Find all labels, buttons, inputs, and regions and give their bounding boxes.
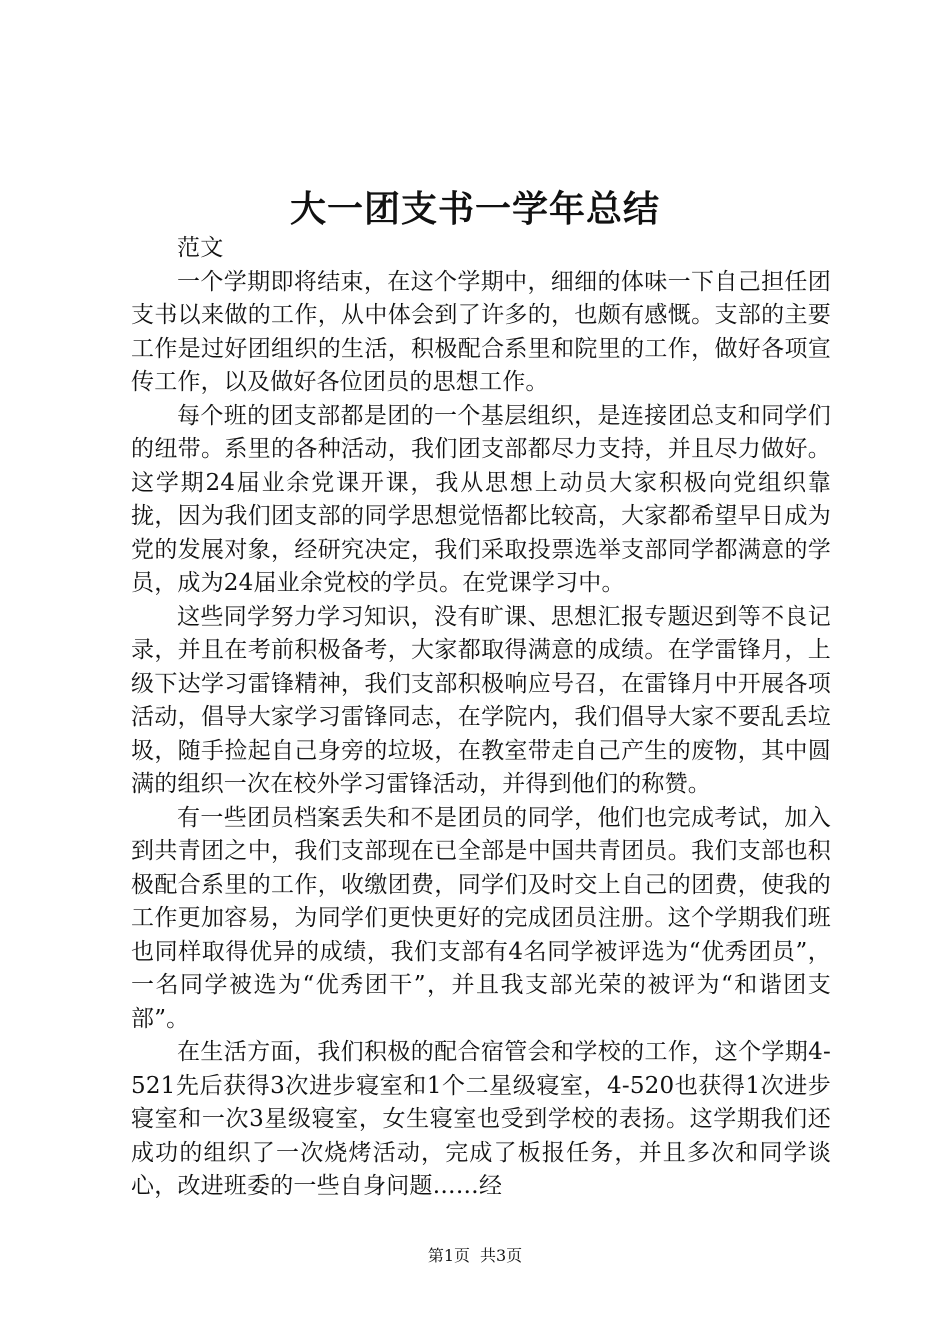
page-footer [0, 1245, 950, 1267]
page-number: 第1页 [427, 1246, 470, 1265]
document-body [131, 232, 831, 1204]
paragraph-4: 有一些团员档案丢失和不是团员的同学，他们也完成考试，加入到共青团之中，我们支部现在已全部是中国共青团员。我们支部也积极配合系里的工作，收缴团费，同学们及时交上自己的团费，使我的工作更加容易，为同学们更快更好的完成团员注册。这个学期我们班也同样取得优异的成绩，我们支部有4名同学被评选为“优秀团员”，一名同学被选为“优秀团干”，并且我支部光荣的被评为“和谐团支部”。 [131, 804, 831, 1032]
page-total: 共3页 [480, 1246, 523, 1265]
paragraph-2: 每个班的团支部都是团的一个基层组织，是连接团总支和同学们的纽带。系里的各种活动，我们团支部都尽力支持，并且尽力做好。这学期24届业余党课开课，我从思想上动员大家积极向党组织靠拢，因为我们团支部的同学思想觉悟都比较高，大家都希望早日成为党的发展对象，经研究决定，我们采取投票选举支部同学都满意的学员，成为24届业余党校的学员。在党课学习中。 [131, 402, 831, 596]
paragraph-5: 在生活方面，我们积极的配合宿管会和学校的工作，这个学期4-521先后获得3次进步寝室和1个二星级寝室，4-520也获得1次进步寝室和一次3星级寝室，女生寝室也受到学校的表扬。这学期我们还成功的组织了一次烧烤活动，完成了板报任务，并且多次和同学谈心，改进班委的一些自身问题……经 [131, 1039, 831, 1199]
document-title: 大一团支书一学年总结 [289, 188, 660, 230]
paragraph-3: 这些同学努力学习知识，没有旷课、思想汇报专题迟到等不良记录，并且在考前积极备考，大家都取得满意的成绩。在学雷锋月，上级下达学习雷锋精神，我们支部积极响应号召，在雷锋月中开展各项活动，倡导大家学习雷锋同志，在学院内，我们倡导大家不要乱丢垃圾，随手捡起自己身旁的垃圾，在教室带走自己产生的废物，其中圆满的组织一次在校外学习雷锋活动，并得到他们的称赞。 [131, 603, 831, 797]
paragraph-1: 一个学期即将结束，在这个学期中，细细的体味一下自己担任团支书以来做的工作，从中体会到了许多的，也颇有感慨。支部的主要工作是过好团组织的生活，积极配合系里和院里的工作，做好各项宣传工作，以及做好各位团员的思想工作。 [131, 268, 831, 395]
subtitle-line: 范文 [177, 235, 224, 261]
